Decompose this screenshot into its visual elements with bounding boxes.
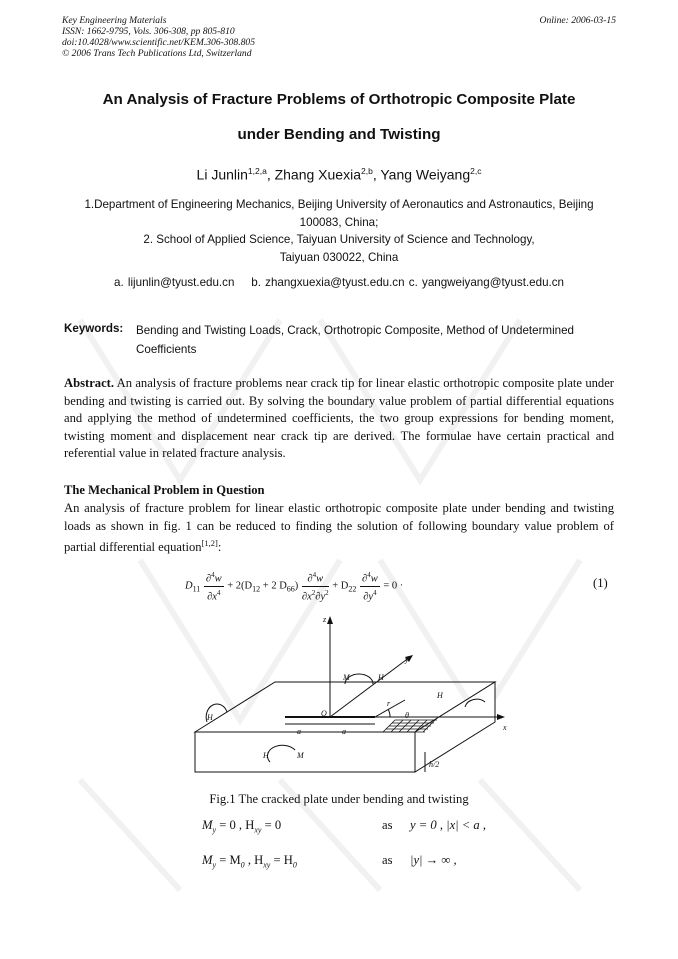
affiliation-1: 1.Department of Engineering Mechanics, Beijing University of Aeronautics and Astronautics, Beijing 100083, China; <box>84 198 594 229</box>
paper-title-line2: under Bending and Twisting <box>237 126 441 143</box>
cracked-plate-figure <box>185 612 515 787</box>
fig-label-theta: θ <box>405 711 409 720</box>
fig-label-h2: h/2 <box>429 760 440 769</box>
fig-label-a: a <box>342 727 346 736</box>
fig-label-M0: M <box>343 673 350 682</box>
equation-1: $D_{11}$ $\frac{\partial^4w}{\partial x^4}$ + $2(D_{12} + 2$ $D_{66}$) $\frac{\partial^4w}{\partial x^2\partial y^2}$ + $D_{22}$ $\frac{\partial^4w}{\partial y^4}$ = 0 · <box>185 571 404 602</box>
fig-label-H0: H <box>263 751 269 760</box>
equation-number: (1) <box>593 576 608 590</box>
fig-label-z: z <box>323 615 327 624</box>
boundary-as-2: as <box>382 853 393 867</box>
fig-label-a: a <box>297 727 301 736</box>
fig-label-H0: H <box>437 691 443 700</box>
author-name: Yang Weiyang <box>380 166 471 183</box>
fig-label-y: y <box>405 655 409 664</box>
journal-name: Key Engineering Materials <box>62 15 167 26</box>
journal-copyright: © 2006 Trans Tech Publications Ltd, Switzerland <box>62 48 252 59</box>
keywords-label: Keywords: <box>64 322 124 335</box>
fraction: $\frac{\partial^4w}{\partial x^2\partial y^2}$ <box>301 571 329 602</box>
fig-label-M0: M <box>297 751 304 760</box>
fig-label-r: r <box>387 699 391 708</box>
journal-doi: doi:10.4028/www.scientific.net/KEM.306-308.805 <box>62 37 256 48</box>
boundary-cond-1: y = 0 , |x| < a , <box>410 818 487 832</box>
boundary-as-1: as <box>382 818 393 832</box>
paper-title-line1: An Analysis of Fracture Problems of Orthotropic Composite Plate <box>102 91 576 108</box>
boundary-condition-2: $M_y = M_0$ , $H_{xy} = H_0$ <box>202 853 297 870</box>
plate-side-face <box>415 682 495 772</box>
fig-label-H0: H <box>207 713 213 722</box>
plate-front-face <box>195 732 415 772</box>
abstract-text: An analysis of fracture problems near crack tip for linear elastic orthotropic composite plate under bending and twisting is carried out. By solving the boundary value problem of partial differential equations and applying the method of undetermined coefficients, the two group expressions for bending moment, twisting moment and displacement near crack tip are derived. The formulae have certain practical and referential value in related fracture analysis. <box>64 376 614 461</box>
fig-label-H0: H <box>378 673 384 682</box>
fig-label-x: x <box>503 723 507 732</box>
section-heading: The Mechanical Problem in Question <box>64 483 265 497</box>
fraction: $\frac{\partial^4w}{\partial x^4}$ <box>205 571 222 602</box>
author-name: Li Junlin <box>196 166 248 183</box>
boundary-cond-2: |y| → ∞ , <box>410 853 457 867</box>
keywords-text: Bending and Twisting Loads, Crack, Orthotropic Composite, Method of Undetermined Coefficients <box>136 324 575 356</box>
author-affil-sup: 2,c <box>470 166 482 176</box>
abstract <box>64 375 614 463</box>
abstract-label: Abstract. <box>64 376 115 390</box>
online-date: Online: 2006-03-15 <box>539 15 616 26</box>
author-list: Li Junlin$^{1,2,a}$, Zhang Xuexia$^{2,b}$, Yang Weiyang$^{2,c}$ <box>196 166 482 183</box>
fig-label-origin: O <box>321 709 327 718</box>
boundary-condition-1: $M_y = 0$ , $H_{xy} = 0$ <box>202 818 282 835</box>
y-axis <box>330 657 410 717</box>
author-affil-sup: 1,2,a <box>247 166 267 176</box>
author-name: Zhang Xuexia <box>274 166 361 183</box>
author-affil-sup: 2,b <box>361 166 373 176</box>
figure-caption: Fig.1 The cracked plate under bending and twisting <box>209 792 469 806</box>
theta-arc <box>388 709 390 717</box>
author-emails: a. lijunlin@tyust.edu.cn b. zhangxuexia@tyust.edu.cn c. yangweiyang@tyust.edu.cn <box>114 276 564 289</box>
journal-header <box>62 15 255 59</box>
citation-link[interactable]: [1,2] <box>201 538 218 549</box>
fraction: $\frac{\partial^4w}{\partial y^4}$ <box>362 571 378 602</box>
section-paragraph: An analysis of fracture problem for linear elastic orthotropic composite plate under bending and twisting loads as shown in fig. 1 can be reduced to finding the solution of following boundary value problem of partial differential equation[1,2]: <box>64 501 614 555</box>
journal-issn: ISSN: 1662-9795, Vols. 306-308, pp 805-810 <box>62 26 235 37</box>
affiliation-2: 2. School of Applied Science, Taiyuan University of Science and Technology, Taiyuan 030022, China <box>143 233 535 264</box>
